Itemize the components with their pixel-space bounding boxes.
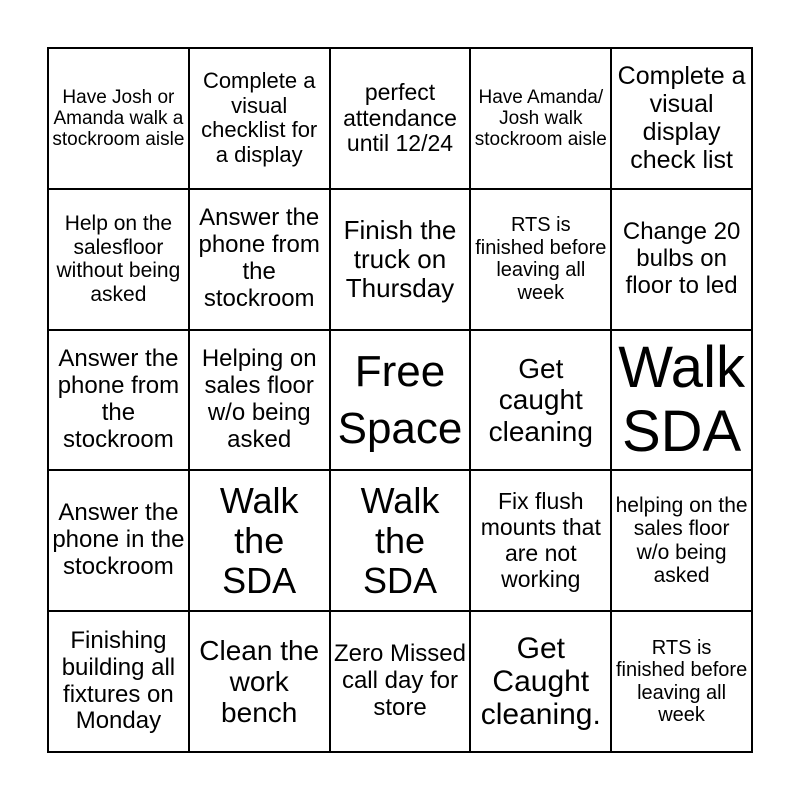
bingo-square[interactable]: Answer the phone in the stockroom	[48, 470, 189, 611]
bingo-square[interactable]: Answer the phone from the stockroom	[48, 330, 189, 471]
bingo-square[interactable]: Walk the SDA	[330, 470, 471, 611]
bingo-square[interactable]: Complete a visual checklist for a display	[189, 48, 330, 189]
bingo-square[interactable]: Zero Missed call day for store	[330, 611, 471, 752]
bingo-square[interactable]: Help on the salesfloor without being asked	[48, 189, 189, 330]
bingo-square[interactable]: Helping on sales floor w/o being asked	[189, 330, 330, 471]
bingo-square[interactable]: Have Amanda/ Josh walk stockroom aisle	[470, 48, 611, 189]
bingo-square[interactable]: Answer the phone from the stockroom	[189, 189, 330, 330]
bingo-card	[47, 47, 753, 753]
bingo-square[interactable]: Clean the work bench	[189, 611, 330, 752]
bingo-square[interactable]: RTS is finished before leaving all week	[470, 189, 611, 330]
free-space-square[interactable]: Free Space	[330, 330, 471, 471]
bingo-square[interactable]: RTS is finished before leaving all week	[611, 611, 752, 752]
bingo-square[interactable]: Get Caught cleaning.	[470, 611, 611, 752]
bingo-square[interactable]: Complete a visual display check list	[611, 48, 752, 189]
bingo-square[interactable]: Fix flush mounts that are not working	[470, 470, 611, 611]
bingo-square[interactable]: Walk SDA	[611, 330, 752, 471]
bingo-square[interactable]: helping on the sales floor w/o being asked	[611, 470, 752, 611]
bingo-square[interactable]: Finishing building all fixtures on Monday	[48, 611, 189, 752]
bingo-square[interactable]: Get caught cleaning	[470, 330, 611, 471]
bingo-square[interactable]: Walk the SDA	[189, 470, 330, 611]
bingo-square[interactable]: Change 20 bulbs on floor to led	[611, 189, 752, 330]
bingo-square[interactable]: Have Josh or Amanda walk a stockroom aisle	[48, 48, 189, 189]
bingo-square[interactable]: Finish the truck on Thursday	[330, 189, 471, 330]
bingo-square[interactable]: perfect attendance until 12/24	[330, 48, 471, 189]
